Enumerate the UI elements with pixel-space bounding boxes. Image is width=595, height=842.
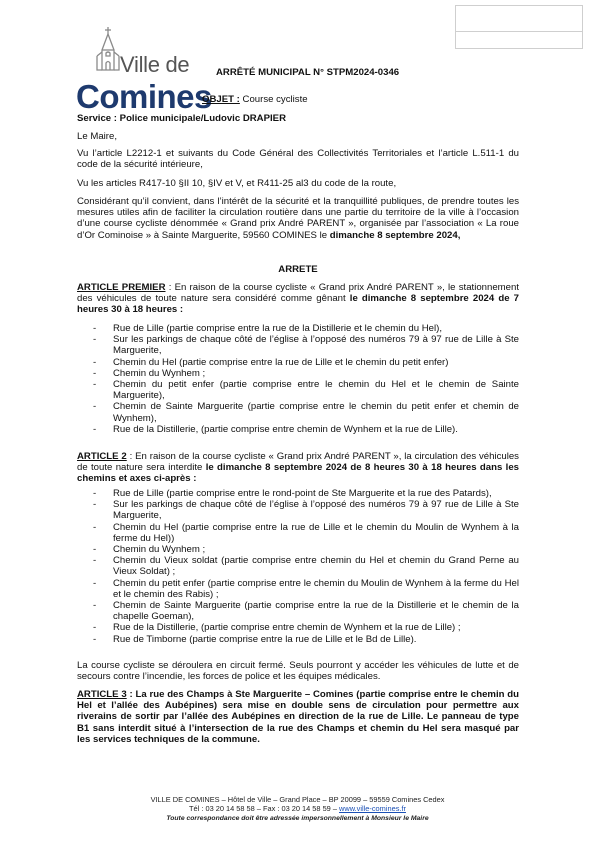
article-1-text: : En raison de la course cycliste « Grand prix André PARENT », le stationnement des véhicules de toute nature sera considéré comme gênant bbox=[77, 282, 519, 305]
church-icon bbox=[94, 26, 122, 72]
article-3-text: : La rue des Champs à Ste Marguerite – Comines (partie comprise entre le chemin du Hel et l’allée des Aubépines) sera mise en double sens de circulation pour permettre aux riverains de sortir par l’allée des Aubépines en direction de la rue de Lille. Le panneau de type B1 sans interdit situé à l’intersection de la rue des Champs et chemin du Hel sera masqué par les services techniques de la commune. bbox=[77, 689, 519, 745]
footer-contact bbox=[0, 804, 595, 813]
list-item: - Rue de la Distillerie, (partie comprise entre chemin de Wynhem et la rue de Lille). bbox=[93, 424, 519, 435]
footer-phone-fax: Tél : 03 20 14 58 58 – Fax : 03 20 14 58 59 – bbox=[189, 804, 340, 814]
list-item: - Sur les parkings de chaque côté de l’église à l’opposé des numéros 79 à 97 rue de Lille à Ste Marguerite, bbox=[93, 499, 519, 521]
list-item: - Rue de la Distillerie, (partie comprise entre chemin de Wynhem et la rue de Lille) ; bbox=[93, 622, 519, 633]
article-2-text-2: dans les chemins et axes ci-après : bbox=[77, 462, 520, 485]
list-item: - Chemin de Sainte Marguerite (partie comprise entre le chemin du petit enfer et chemin de Wynhem), bbox=[93, 401, 519, 423]
vu-paragraph-1: Vu l’article L2212-1 et suivants du Code Général des Collectivités Territoriales et l’article L.511-1 du code de la sécurité intérieure, bbox=[77, 148, 519, 171]
article-1-label: ARTICLE PREMIER bbox=[77, 282, 166, 293]
list-item: - Chemin du Wynhem ; bbox=[93, 544, 519, 555]
registration-stamp-box bbox=[455, 5, 583, 49]
article-1-paragraph bbox=[77, 282, 519, 316]
list-item: - Chemin du petit enfer (partie comprise entre le chemin du Hel et le chemin de Sainte Marguerite), bbox=[93, 379, 519, 401]
article-1-list bbox=[93, 323, 519, 435]
objet-label: OBJET : bbox=[202, 94, 240, 105]
article-2-list bbox=[93, 488, 519, 645]
service-line: Service : Police municipale/Ludovic DRAPIER bbox=[77, 113, 286, 124]
le-maire: Le Maire, bbox=[77, 131, 117, 142]
footer-notice: Toute correspondance doit être adressée impersonnellement à Monsieur le Maire bbox=[166, 814, 429, 822]
logo-text-comines: Comines bbox=[76, 78, 212, 115]
list-item: - Chemin du Wynhem ; bbox=[93, 368, 519, 379]
footer bbox=[0, 795, 595, 823]
list-item: - Rue de Lille (partie comprise entre la rue de la Distillerie et le chemin du Hel), bbox=[93, 323, 519, 334]
article-2-date: le dimanche 8 septembre 2024 de 8 heures 30 à 18 heures bbox=[205, 462, 477, 474]
objet-text: Course cycliste bbox=[239, 94, 308, 105]
considerant-text: Considérant qu’il convient, dans l’intérêt de la sécurité et la tranquillité publiques, de prendre toutes les mesures utiles afin de faciliter la circulation routière dans une partie du territoire de la ville à l’occasion d’une course cycliste dénommée « Grand prix André PARENT », organisée par l’association « La roue d’Or Cominoise » à Sainte Marguerite, 59560 COMINES le bbox=[77, 196, 519, 241]
article-2-label: ARTICLE 2 bbox=[77, 451, 127, 462]
footer-website-link[interactable]: www.ville-comines.fr bbox=[339, 804, 406, 814]
arrete-heading: ARRETE bbox=[278, 264, 318, 275]
logo-text-ville: Ville de bbox=[120, 52, 190, 77]
article-3-label: ARTICLE 3 bbox=[77, 689, 127, 700]
circuit-paragraph: La course cycliste se déroulera en circuit fermé. Seuls pourront y accéder les véhicules de lutte et de secours contre l’incendie, les forces de police et les équipes médicales. bbox=[77, 660, 519, 683]
article-1-date: le dimanche 8 septembre 2024 de 7 heures 30 à 18 heures : bbox=[77, 293, 519, 316]
list-item: - Chemin du petit enfer (partie comprise entre le chemin du Moulin de Wynhem à la ferme du Hel et le chemin des Rabis) ; bbox=[93, 578, 519, 600]
list-item: - Chemin du Vieux soldat (partie comprise entre chemin du Hel et chemin du Grand Perne au Vieux Soldat) ; bbox=[93, 555, 519, 577]
considerant-paragraph bbox=[77, 196, 519, 241]
list-item: - Rue de Lille (partie comprise entre le rond-point de Ste Marguerite et la rue des Patards), bbox=[93, 488, 519, 499]
article-3-paragraph bbox=[77, 689, 519, 745]
list-item: - Chemin du Hel (partie comprise entre la rue de Lille et le chemin du petit enfer) bbox=[93, 357, 519, 368]
vu-paragraph-2: Vu les articles R417-10 §II 10, §IV et V, et R411-25 al3 du code de la route, bbox=[77, 178, 397, 189]
stamp-divider bbox=[456, 31, 582, 32]
article-2-paragraph bbox=[77, 451, 519, 485]
objet-line bbox=[202, 94, 308, 105]
comines-logo bbox=[76, 24, 212, 115]
list-item: - Rue de Timborne (partie comprise entre la rue de Lille et le Bd de Lille). bbox=[93, 634, 519, 645]
list-item: - Chemin du Hel (partie comprise entre la rue de Lille et le chemin du Moulin de Wynhem à la ferme du Hel)) bbox=[93, 522, 519, 544]
document-title: ARRÊTÉ MUNICIPAL N° STPM2024-0346 bbox=[216, 67, 400, 78]
article-2-text: : En raison de la course cycliste « Grand prix André PARENT », la circulation des véhicules de toute nature sera interdite bbox=[77, 451, 519, 474]
list-item: - Sur les parkings de chaque côté de l’église à l’opposé des numéros 79 à 97 rue de Lille à Ste Marguerite, bbox=[93, 334, 519, 356]
footer-address: VILLE DE COMINES – Hôtel de Ville – Grand Place – BP 20099 – 59559 Comines Cedex bbox=[150, 795, 445, 804]
list-item: - Chemin de Sainte Marguerite (partie comprise entre la rue de la Distillerie et le chemin de la chapelle Goeman), bbox=[93, 600, 519, 622]
considerant-date: dimanche 8 septembre 2024, bbox=[329, 229, 461, 241]
